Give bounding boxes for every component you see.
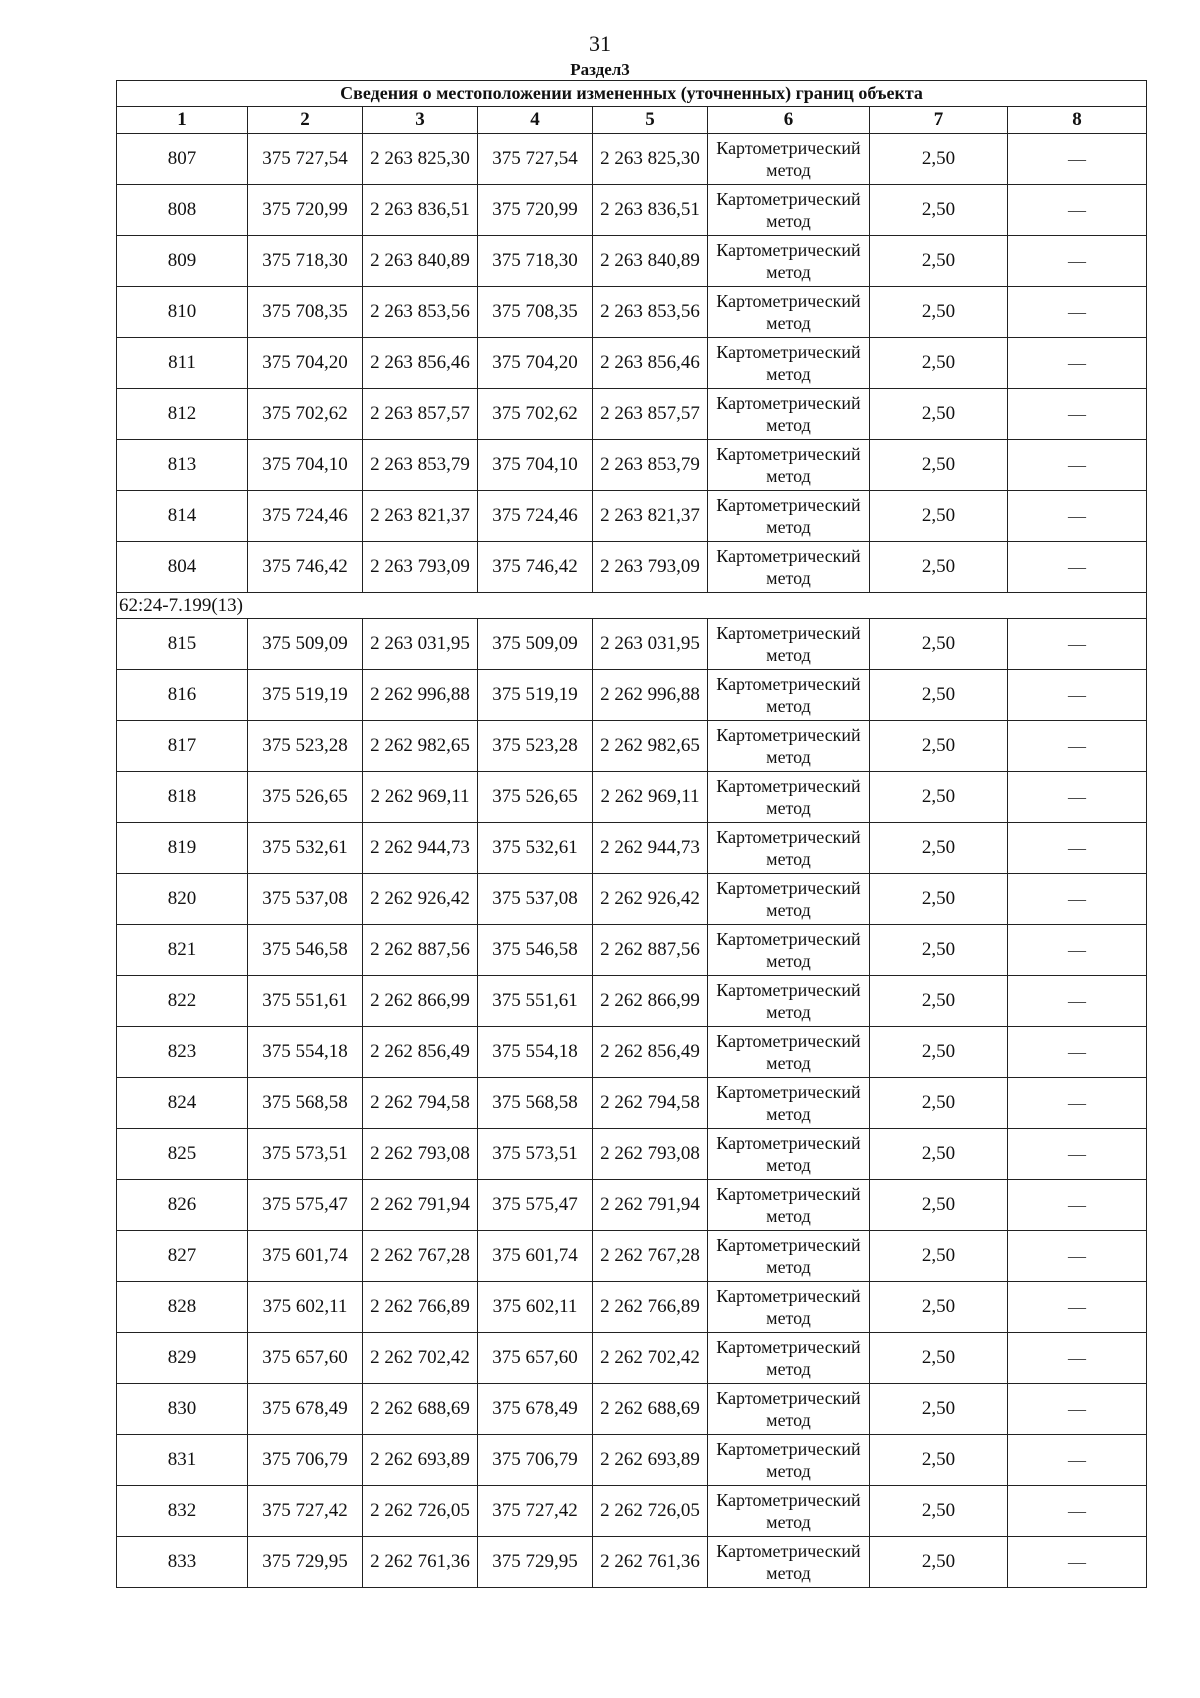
accuracy-cell: 2,50 [870, 772, 1008, 823]
note-cell: — [1008, 440, 1147, 491]
method-cell: Картометрический метод [708, 925, 870, 976]
point-number-cell: 819 [117, 823, 248, 874]
accuracy-cell: 2,50 [870, 440, 1008, 491]
y-new-cell: 2 263 836,51 [593, 185, 708, 236]
method-cell: Картометрический метод [708, 721, 870, 772]
note-cell: — [1008, 619, 1147, 670]
y-new-cell: 2 262 944,73 [593, 823, 708, 874]
accuracy-cell: 2,50 [870, 338, 1008, 389]
accuracy-cell: 2,50 [870, 1180, 1008, 1231]
x-new-cell: 375 551,61 [478, 976, 593, 1027]
y-existing-cell: 2 263 031,95 [363, 619, 478, 670]
point-number-cell: 821 [117, 925, 248, 976]
accuracy-cell: 2,50 [870, 287, 1008, 338]
x-new-cell: 375 519,19 [478, 670, 593, 721]
y-existing-cell: 2 262 794,58 [363, 1078, 478, 1129]
x-existing-cell: 375 532,61 [248, 823, 363, 874]
point-number-cell: 820 [117, 874, 248, 925]
point-number-cell: 831 [117, 1435, 248, 1486]
method-cell: Картометрический метод [708, 389, 870, 440]
x-new-cell: 375 554,18 [478, 1027, 593, 1078]
y-new-cell: 2 262 926,42 [593, 874, 708, 925]
accuracy-cell: 2,50 [870, 1027, 1008, 1078]
y-existing-cell: 2 262 996,88 [363, 670, 478, 721]
group-row [117, 593, 1147, 619]
method-cell: Картометрический метод [708, 1486, 870, 1537]
x-new-cell: 375 657,60 [478, 1333, 593, 1384]
column-header: 1 [117, 107, 248, 134]
table-row [117, 1537, 1147, 1588]
y-new-cell: 2 262 856,49 [593, 1027, 708, 1078]
point-number-cell: 807 [117, 134, 248, 185]
point-number-cell: 823 [117, 1027, 248, 1078]
x-existing-cell: 375 575,47 [248, 1180, 363, 1231]
point-number-cell: 827 [117, 1231, 248, 1282]
point-number-cell: 808 [117, 185, 248, 236]
y-new-cell: 2 262 996,88 [593, 670, 708, 721]
x-existing-cell: 375 546,58 [248, 925, 363, 976]
column-header: 3 [363, 107, 478, 134]
method-cell: Картометрический метод [708, 1180, 870, 1231]
method-cell: Картометрический метод [708, 134, 870, 185]
x-new-cell: 375 706,79 [478, 1435, 593, 1486]
y-existing-cell: 2 262 693,89 [363, 1435, 478, 1486]
y-new-cell: 2 263 856,46 [593, 338, 708, 389]
y-new-cell: 2 263 857,57 [593, 389, 708, 440]
accuracy-cell: 2,50 [870, 1384, 1008, 1435]
page-number: 31 [589, 31, 611, 56]
table-row [117, 823, 1147, 874]
note-cell: — [1008, 721, 1147, 772]
point-number-cell: 826 [117, 1180, 248, 1231]
y-new-cell: 2 262 767,28 [593, 1231, 708, 1282]
y-existing-cell: 2 263 840,89 [363, 236, 478, 287]
table-row [117, 134, 1147, 185]
table-row [117, 1333, 1147, 1384]
point-number-cell: 817 [117, 721, 248, 772]
y-existing-cell: 2 262 856,49 [363, 1027, 478, 1078]
x-existing-cell: 375 708,35 [248, 287, 363, 338]
x-new-cell: 375 718,30 [478, 236, 593, 287]
x-existing-cell: 375 718,30 [248, 236, 363, 287]
accuracy-cell: 2,50 [870, 1333, 1008, 1384]
x-new-cell: 375 704,20 [478, 338, 593, 389]
note-cell: — [1008, 1384, 1147, 1435]
x-existing-cell: 375 678,49 [248, 1384, 363, 1435]
note-cell: — [1008, 1282, 1147, 1333]
point-number-cell: 814 [117, 491, 248, 542]
table-row [117, 1486, 1147, 1537]
x-existing-cell: 375 704,10 [248, 440, 363, 491]
y-new-cell: 2 262 726,05 [593, 1486, 708, 1537]
note-cell: — [1008, 1333, 1147, 1384]
method-cell: Картометрический метод [708, 1129, 870, 1180]
table-row [117, 670, 1147, 721]
x-new-cell: 375 537,08 [478, 874, 593, 925]
method-cell: Картометрический метод [708, 874, 870, 925]
x-existing-cell: 375 601,74 [248, 1231, 363, 1282]
accuracy-cell: 2,50 [870, 823, 1008, 874]
table-row [117, 491, 1147, 542]
point-number-cell: 815 [117, 619, 248, 670]
x-existing-cell: 375 537,08 [248, 874, 363, 925]
x-existing-cell: 375 602,11 [248, 1282, 363, 1333]
method-cell: Картометрический метод [708, 1333, 870, 1384]
y-existing-cell: 2 262 866,99 [363, 976, 478, 1027]
method-cell: Картометрический метод [708, 619, 870, 670]
section-title: Раздел3 [570, 60, 630, 79]
table-row [117, 440, 1147, 491]
accuracy-cell: 2,50 [870, 1078, 1008, 1129]
x-new-cell: 375 602,11 [478, 1282, 593, 1333]
point-number-cell: 811 [117, 338, 248, 389]
y-new-cell: 2 263 031,95 [593, 619, 708, 670]
accuracy-cell: 2,50 [870, 670, 1008, 721]
y-existing-cell: 2 262 688,69 [363, 1384, 478, 1435]
table-title: Сведения о местоположении измененных (уточненных) границ объекта [117, 81, 1147, 107]
y-existing-cell: 2 263 821,37 [363, 491, 478, 542]
y-existing-cell: 2 263 853,79 [363, 440, 478, 491]
group-label: 62:24-7.199(13) [117, 593, 1147, 619]
x-new-cell: 375 729,95 [478, 1537, 593, 1588]
y-new-cell: 2 263 821,37 [593, 491, 708, 542]
accuracy-cell: 2,50 [870, 134, 1008, 185]
x-new-cell: 375 727,54 [478, 134, 593, 185]
table-row [117, 287, 1147, 338]
point-number-cell: 830 [117, 1384, 248, 1435]
method-cell: Картометрический метод [708, 823, 870, 874]
y-new-cell: 2 263 853,56 [593, 287, 708, 338]
note-cell: — [1008, 287, 1147, 338]
table-row [117, 236, 1147, 287]
column-header: 4 [478, 107, 593, 134]
method-cell: Картометрический метод [708, 1231, 870, 1282]
x-new-cell: 375 708,35 [478, 287, 593, 338]
table-title-row [117, 81, 1147, 107]
note-cell: — [1008, 1078, 1147, 1129]
table-row [117, 1078, 1147, 1129]
y-existing-cell: 2 262 766,89 [363, 1282, 478, 1333]
method-cell: Картометрический метод [708, 287, 870, 338]
note-cell: — [1008, 670, 1147, 721]
y-new-cell: 2 262 688,69 [593, 1384, 708, 1435]
table-row [117, 1027, 1147, 1078]
y-existing-cell: 2 262 767,28 [363, 1231, 478, 1282]
y-new-cell: 2 263 793,09 [593, 542, 708, 593]
column-header-row [117, 107, 1147, 134]
y-existing-cell: 2 263 856,46 [363, 338, 478, 389]
x-existing-cell: 375 704,20 [248, 338, 363, 389]
method-cell: Картометрический метод [708, 1537, 870, 1588]
x-new-cell: 375 546,58 [478, 925, 593, 976]
column-header: 8 [1008, 107, 1147, 134]
x-existing-cell: 375 702,62 [248, 389, 363, 440]
table-row [117, 389, 1147, 440]
y-new-cell: 2 262 969,11 [593, 772, 708, 823]
table-body [117, 81, 1147, 1588]
table-row [117, 1180, 1147, 1231]
point-number-cell: 818 [117, 772, 248, 823]
method-cell: Картометрический метод [708, 236, 870, 287]
x-new-cell: 375 746,42 [478, 542, 593, 593]
note-cell: — [1008, 1129, 1147, 1180]
column-header: 7 [870, 107, 1008, 134]
accuracy-cell: 2,50 [870, 491, 1008, 542]
column-header: 5 [593, 107, 708, 134]
note-cell: — [1008, 1537, 1147, 1588]
x-new-cell: 375 575,47 [478, 1180, 593, 1231]
x-new-cell: 375 523,28 [478, 721, 593, 772]
x-existing-cell: 375 729,95 [248, 1537, 363, 1588]
y-existing-cell: 2 263 857,57 [363, 389, 478, 440]
table-row [117, 1231, 1147, 1282]
method-cell: Картометрический метод [708, 670, 870, 721]
method-cell: Картометрический метод [708, 491, 870, 542]
x-new-cell: 375 509,09 [478, 619, 593, 670]
x-existing-cell: 375 523,28 [248, 721, 363, 772]
note-cell: — [1008, 134, 1147, 185]
y-new-cell: 2 262 766,89 [593, 1282, 708, 1333]
y-new-cell: 2 262 982,65 [593, 721, 708, 772]
note-cell: — [1008, 925, 1147, 976]
table-row [117, 338, 1147, 389]
y-new-cell: 2 262 693,89 [593, 1435, 708, 1486]
column-header: 6 [708, 107, 870, 134]
y-existing-cell: 2 262 761,36 [363, 1537, 478, 1588]
accuracy-cell: 2,50 [870, 542, 1008, 593]
table-row [117, 772, 1147, 823]
y-existing-cell: 2 263 836,51 [363, 185, 478, 236]
y-new-cell: 2 262 887,56 [593, 925, 708, 976]
y-existing-cell: 2 262 926,42 [363, 874, 478, 925]
x-existing-cell: 375 554,18 [248, 1027, 363, 1078]
x-new-cell: 375 526,65 [478, 772, 593, 823]
point-number-cell: 810 [117, 287, 248, 338]
y-existing-cell: 2 263 793,09 [363, 542, 478, 593]
x-existing-cell: 375 746,42 [248, 542, 363, 593]
note-cell: — [1008, 491, 1147, 542]
note-cell: — [1008, 874, 1147, 925]
accuracy-cell: 2,50 [870, 976, 1008, 1027]
y-new-cell: 2 262 702,42 [593, 1333, 708, 1384]
y-existing-cell: 2 262 887,56 [363, 925, 478, 976]
note-cell: — [1008, 338, 1147, 389]
y-new-cell: 2 263 825,30 [593, 134, 708, 185]
point-number-cell: 829 [117, 1333, 248, 1384]
method-cell: Картометрический метод [708, 185, 870, 236]
y-existing-cell: 2 262 702,42 [363, 1333, 478, 1384]
x-existing-cell: 375 706,79 [248, 1435, 363, 1486]
method-cell: Картометрический метод [708, 1384, 870, 1435]
note-cell: — [1008, 1027, 1147, 1078]
x-existing-cell: 375 724,46 [248, 491, 363, 542]
table-row [117, 619, 1147, 670]
x-new-cell: 375 720,99 [478, 185, 593, 236]
x-new-cell: 375 702,62 [478, 389, 593, 440]
note-cell: — [1008, 976, 1147, 1027]
y-existing-cell: 2 262 726,05 [363, 1486, 478, 1537]
column-header: 2 [248, 107, 363, 134]
y-existing-cell: 2 262 969,11 [363, 772, 478, 823]
y-existing-cell: 2 263 825,30 [363, 134, 478, 185]
table-row [117, 721, 1147, 772]
point-number-cell: 822 [117, 976, 248, 1027]
point-number-cell: 824 [117, 1078, 248, 1129]
table-row [117, 542, 1147, 593]
table-row [117, 874, 1147, 925]
method-cell: Картометрический метод [708, 1027, 870, 1078]
y-existing-cell: 2 262 791,94 [363, 1180, 478, 1231]
method-cell: Картометрический метод [708, 1078, 870, 1129]
note-cell: — [1008, 1486, 1147, 1537]
table-row [117, 1384, 1147, 1435]
accuracy-cell: 2,50 [870, 874, 1008, 925]
y-existing-cell: 2 262 793,08 [363, 1129, 478, 1180]
accuracy-cell: 2,50 [870, 1435, 1008, 1486]
note-cell: — [1008, 1435, 1147, 1486]
note-cell: — [1008, 542, 1147, 593]
point-number-cell: 832 [117, 1486, 248, 1537]
note-cell: — [1008, 772, 1147, 823]
point-number-cell: 813 [117, 440, 248, 491]
x-existing-cell: 375 519,19 [248, 670, 363, 721]
accuracy-cell: 2,50 [870, 925, 1008, 976]
accuracy-cell: 2,50 [870, 1282, 1008, 1333]
accuracy-cell: 2,50 [870, 721, 1008, 772]
point-number-cell: 825 [117, 1129, 248, 1180]
note-cell: — [1008, 389, 1147, 440]
x-existing-cell: 375 573,51 [248, 1129, 363, 1180]
x-existing-cell: 375 551,61 [248, 976, 363, 1027]
method-cell: Картометрический метод [708, 976, 870, 1027]
accuracy-cell: 2,50 [870, 1486, 1008, 1537]
accuracy-cell: 2,50 [870, 1231, 1008, 1282]
table-row [117, 1282, 1147, 1333]
point-number-cell: 812 [117, 389, 248, 440]
accuracy-cell: 2,50 [870, 619, 1008, 670]
y-new-cell: 2 263 853,79 [593, 440, 708, 491]
x-existing-cell: 375 526,65 [248, 772, 363, 823]
table-row [117, 185, 1147, 236]
point-number-cell: 816 [117, 670, 248, 721]
point-number-cell: 828 [117, 1282, 248, 1333]
accuracy-cell: 2,50 [870, 1537, 1008, 1588]
note-cell: — [1008, 1231, 1147, 1282]
x-new-cell: 375 568,58 [478, 1078, 593, 1129]
boundary-table [116, 80, 1147, 1588]
table-row [117, 1435, 1147, 1486]
x-existing-cell: 375 727,42 [248, 1486, 363, 1537]
table-row [117, 976, 1147, 1027]
method-cell: Картометрический метод [708, 542, 870, 593]
y-existing-cell: 2 262 982,65 [363, 721, 478, 772]
y-new-cell: 2 263 840,89 [593, 236, 708, 287]
note-cell: — [1008, 1180, 1147, 1231]
table-row [117, 1129, 1147, 1180]
method-cell: Картометрический метод [708, 1282, 870, 1333]
point-number-cell: 804 [117, 542, 248, 593]
x-new-cell: 375 678,49 [478, 1384, 593, 1435]
x-existing-cell: 375 509,09 [248, 619, 363, 670]
method-cell: Картометрический метод [708, 338, 870, 389]
x-existing-cell: 375 657,60 [248, 1333, 363, 1384]
point-number-cell: 833 [117, 1537, 248, 1588]
accuracy-cell: 2,50 [870, 185, 1008, 236]
y-new-cell: 2 262 866,99 [593, 976, 708, 1027]
method-cell: Картометрический метод [708, 440, 870, 491]
x-existing-cell: 375 720,99 [248, 185, 363, 236]
table-row [117, 925, 1147, 976]
y-existing-cell: 2 263 853,56 [363, 287, 478, 338]
x-new-cell: 375 601,74 [478, 1231, 593, 1282]
y-new-cell: 2 262 761,36 [593, 1537, 708, 1588]
y-new-cell: 2 262 791,94 [593, 1180, 708, 1231]
x-existing-cell: 375 727,54 [248, 134, 363, 185]
accuracy-cell: 2,50 [870, 389, 1008, 440]
y-existing-cell: 2 262 944,73 [363, 823, 478, 874]
x-new-cell: 375 724,46 [478, 491, 593, 542]
x-existing-cell: 375 568,58 [248, 1078, 363, 1129]
point-number-cell: 809 [117, 236, 248, 287]
accuracy-cell: 2,50 [870, 1129, 1008, 1180]
x-new-cell: 375 727,42 [478, 1486, 593, 1537]
accuracy-cell: 2,50 [870, 236, 1008, 287]
method-cell: Картометрический метод [708, 1435, 870, 1486]
note-cell: — [1008, 823, 1147, 874]
note-cell: — [1008, 185, 1147, 236]
x-new-cell: 375 532,61 [478, 823, 593, 874]
x-new-cell: 375 573,51 [478, 1129, 593, 1180]
note-cell: — [1008, 236, 1147, 287]
y-new-cell: 2 262 793,08 [593, 1129, 708, 1180]
method-cell: Картометрический метод [708, 772, 870, 823]
x-new-cell: 375 704,10 [478, 440, 593, 491]
y-new-cell: 2 262 794,58 [593, 1078, 708, 1129]
